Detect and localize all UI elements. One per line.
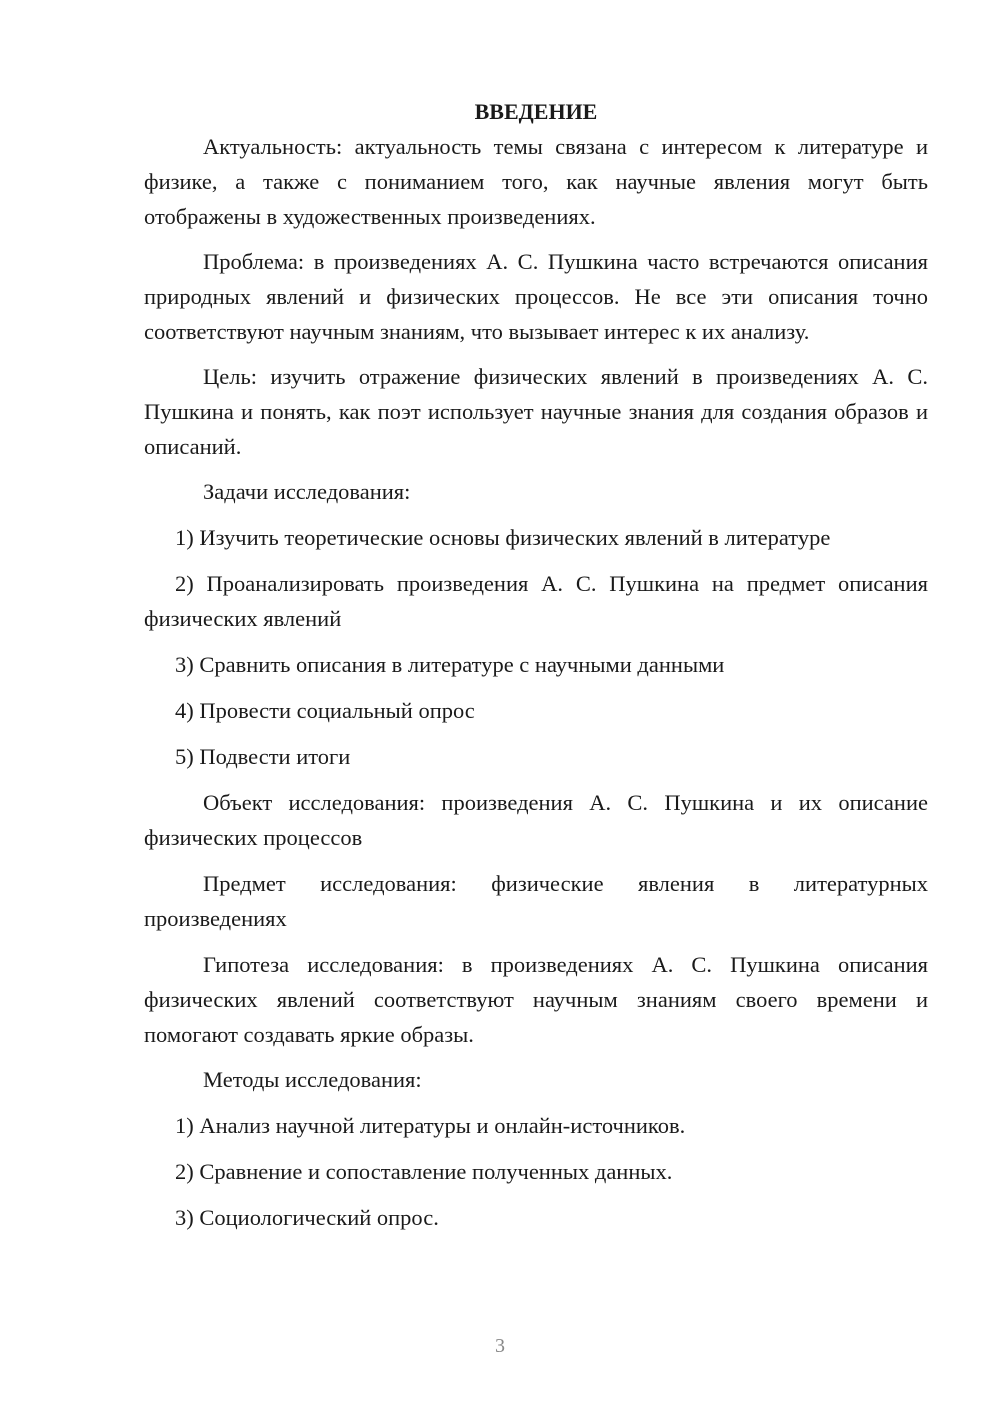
task-item-4: 4) Провести социальный опрос bbox=[175, 698, 475, 723]
task-item-1: 1) Изучить теоретические основы физических явлений в литературе bbox=[175, 525, 831, 550]
methods-heading: Методы исследования: bbox=[203, 1067, 422, 1092]
method-item-1: 1) Анализ научной литературы и онлайн-источников. bbox=[175, 1113, 686, 1138]
relevance-paragraph: Актуальность: актуальность темы связана с интересом к литературе и физике, а также с пониманием того, как научные явления могут быть отображены в художественных произведениях. bbox=[144, 134, 928, 229]
subject-paragraph: Предмет исследования: физические явления в литературных произведениях bbox=[144, 871, 928, 931]
method-item-3: 3) Социологический опрос. bbox=[175, 1205, 439, 1230]
object-paragraph: Объект исследования: произведения А. С. Пушкина и их описание физических процессов bbox=[144, 790, 928, 850]
task-item-5: 5) Подвести итоги bbox=[175, 744, 351, 769]
goal-paragraph: Цель: изучить отражение физических явлений в произведениях А. С. Пушкина и понять, как поэт использует научные знания для создания образов и описаний. bbox=[144, 364, 928, 459]
tasks-heading: Задачи исследования: bbox=[203, 479, 411, 504]
page-content bbox=[144, 94, 928, 1235]
problem-paragraph: Проблема: в произведениях А. С. Пушкина часто встречаются описания природных явлений и физических процессов. Не все эти описания точно соответствуют научным знаниям, что вызывает интерес к их анализу. bbox=[144, 249, 928, 344]
section-title: ВВЕДЕНИЕ bbox=[474, 99, 598, 124]
task-item-3: 3) Сравнить описания в литературе с научными данными bbox=[175, 652, 725, 677]
task-item-2: 2) Проанализировать произведения А. С. Пушкина на предмет описания физических явлений bbox=[144, 571, 928, 631]
method-item-2: 2) Сравнение и сопоставление полученных данных. bbox=[175, 1159, 673, 1184]
page-number: 3 bbox=[495, 1335, 505, 1357]
hypothesis-paragraph: Гипотеза исследования: в произведениях А. С. Пушкина описания физических явлений соответствуют научным знаниям своего времени и помогают создавать яркие образы. bbox=[144, 952, 928, 1047]
